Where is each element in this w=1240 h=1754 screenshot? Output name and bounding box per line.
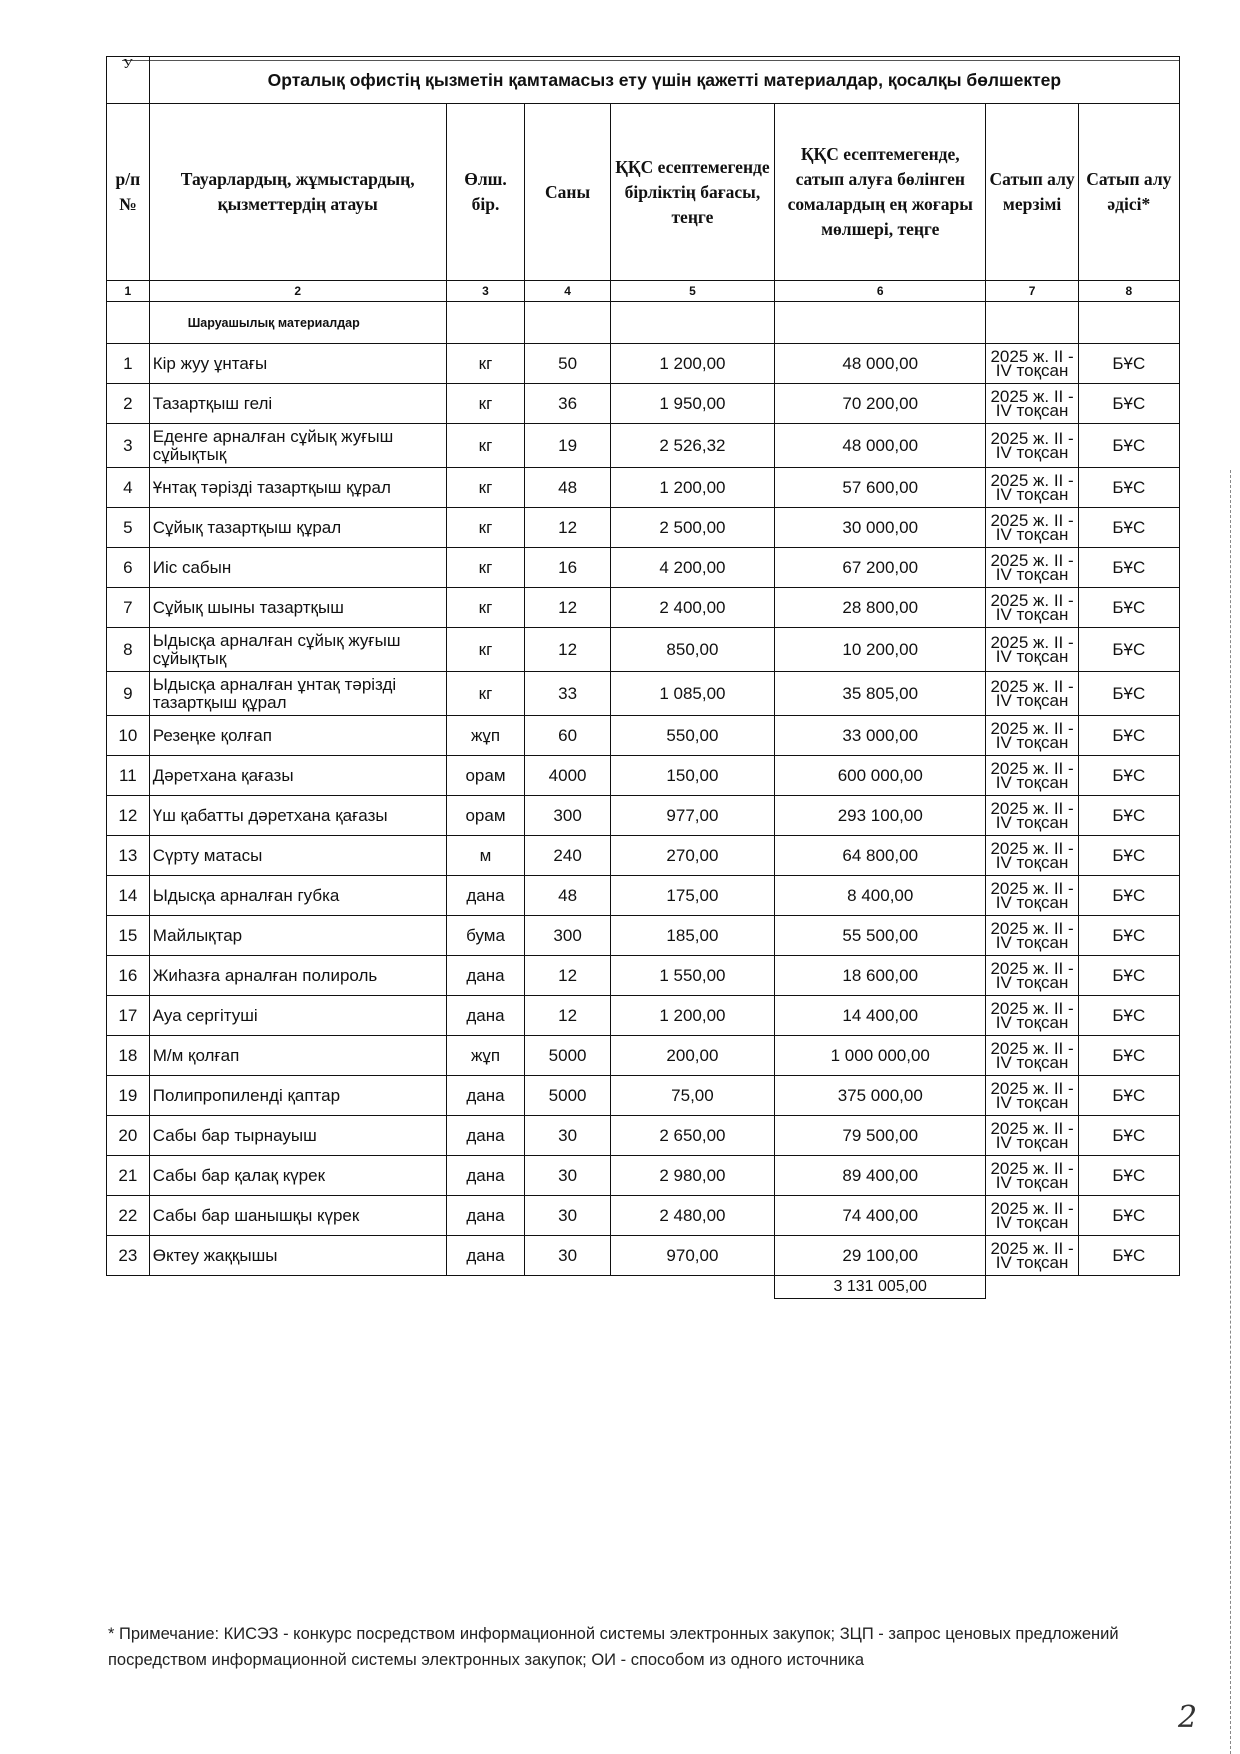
table-body bbox=[107, 302, 1180, 1276]
item-term: 2025 ж. II - IV тоқсан bbox=[986, 424, 1078, 468]
item-unit: жұп bbox=[446, 716, 525, 756]
item-unit: дана bbox=[446, 1156, 525, 1196]
header-unit-price: ҚҚС есептемегенде бірліктің бағасы, теңге bbox=[610, 104, 774, 281]
item-unit-price: 550,00 bbox=[610, 716, 774, 756]
item-unit-price: 2 480,00 bbox=[610, 1196, 774, 1236]
row-number: 11 bbox=[107, 756, 150, 796]
item-quantity: 19 bbox=[525, 424, 610, 468]
table-row bbox=[107, 344, 1180, 384]
table-row bbox=[107, 1196, 1180, 1236]
item-unit-price: 1 950,00 bbox=[610, 384, 774, 424]
header-unit: Өлш. бір. bbox=[446, 104, 525, 281]
item-quantity: 33 bbox=[525, 672, 610, 716]
row-number: 12 bbox=[107, 796, 150, 836]
item-max-sum: 18 600,00 bbox=[775, 956, 986, 996]
item-quantity: 48 bbox=[525, 876, 610, 916]
item-method: БҰС bbox=[1078, 876, 1179, 916]
item-method: БҰС bbox=[1078, 796, 1179, 836]
item-max-sum: 375 000,00 bbox=[775, 1076, 986, 1116]
table-row bbox=[107, 1116, 1180, 1156]
item-method: БҰС bbox=[1078, 508, 1179, 548]
item-max-sum: 35 805,00 bbox=[775, 672, 986, 716]
item-method: БҰС bbox=[1078, 628, 1179, 672]
item-term: 2025 ж. II - IV тоқсан bbox=[986, 876, 1078, 916]
item-name: Сұйық шыны тазартқыш bbox=[149, 588, 446, 628]
item-unit-price: 1 200,00 bbox=[610, 996, 774, 1036]
item-unit-price: 2 650,00 bbox=[610, 1116, 774, 1156]
item-quantity: 60 bbox=[525, 716, 610, 756]
column-number: 3 bbox=[446, 281, 525, 302]
item-method: БҰС bbox=[1078, 1236, 1179, 1276]
item-unit-price: 175,00 bbox=[610, 876, 774, 916]
item-quantity: 12 bbox=[525, 956, 610, 996]
corner-mark: У bbox=[107, 57, 150, 104]
item-quantity: 30 bbox=[525, 1116, 610, 1156]
table-row bbox=[107, 548, 1180, 588]
item-term: 2025 ж. II - IV тоқсан bbox=[986, 756, 1078, 796]
item-name: М/м қолғап bbox=[149, 1036, 446, 1076]
item-unit-price: 1 200,00 bbox=[610, 344, 774, 384]
item-unit-price: 1 200,00 bbox=[610, 468, 774, 508]
item-term: 2025 ж. II - IV тоқсан bbox=[986, 916, 1078, 956]
item-term: 2025 ж. II - IV тоқсан bbox=[986, 1236, 1078, 1276]
item-method: БҰС bbox=[1078, 344, 1179, 384]
table-row bbox=[107, 508, 1180, 548]
table-row bbox=[107, 424, 1180, 468]
item-unit: дана bbox=[446, 956, 525, 996]
item-unit-price: 2 400,00 bbox=[610, 588, 774, 628]
item-unit: дана bbox=[446, 996, 525, 1036]
row-number: 6 bbox=[107, 548, 150, 588]
item-method: БҰС bbox=[1078, 424, 1179, 468]
table-row bbox=[107, 1036, 1180, 1076]
item-quantity: 48 bbox=[525, 468, 610, 508]
item-method: БҰС bbox=[1078, 996, 1179, 1036]
header-method: Сатып алу әдісі* bbox=[1078, 104, 1179, 281]
table-row bbox=[107, 384, 1180, 424]
item-term: 2025 ж. II - IV тоқсан bbox=[986, 672, 1078, 716]
row-number: 15 bbox=[107, 916, 150, 956]
item-term: 2025 ж. II - IV тоқсан bbox=[986, 588, 1078, 628]
row-number: 13 bbox=[107, 836, 150, 876]
item-quantity: 16 bbox=[525, 548, 610, 588]
item-max-sum: 70 200,00 bbox=[775, 384, 986, 424]
item-unit-price: 270,00 bbox=[610, 836, 774, 876]
table-row bbox=[107, 716, 1180, 756]
item-method: БҰС bbox=[1078, 836, 1179, 876]
item-unit: кг bbox=[446, 424, 525, 468]
item-method: БҰС bbox=[1078, 916, 1179, 956]
item-term: 2025 ж. II - IV тоқсан bbox=[986, 1156, 1078, 1196]
item-quantity: 4000 bbox=[525, 756, 610, 796]
item-term: 2025 ж. II - IV тоқсан bbox=[986, 1116, 1078, 1156]
item-name: Еденге арналған сұйық жуғыш сұйықтық bbox=[149, 424, 446, 468]
row-number: 17 bbox=[107, 996, 150, 1036]
item-method: БҰС bbox=[1078, 672, 1179, 716]
item-max-sum: 48 000,00 bbox=[775, 424, 986, 468]
page-number: 2 bbox=[1178, 1700, 1198, 1735]
item-term: 2025 ж. II - IV тоқсан bbox=[986, 384, 1078, 424]
item-quantity: 300 bbox=[525, 796, 610, 836]
item-name: Майлықтар bbox=[149, 916, 446, 956]
item-name: Иіс сабын bbox=[149, 548, 446, 588]
item-term: 2025 ж. II - IV тоқсан bbox=[986, 508, 1078, 548]
item-unit: бума bbox=[446, 916, 525, 956]
item-term: 2025 ж. II - IV тоқсан bbox=[986, 1196, 1078, 1236]
item-unit: жұп bbox=[446, 1036, 525, 1076]
header-name: Тауарлардың, жұмыстардың, қызметтердің атауы bbox=[149, 104, 446, 281]
item-quantity: 300 bbox=[525, 916, 610, 956]
item-method: БҰС bbox=[1078, 1036, 1179, 1076]
item-unit-price: 2 500,00 bbox=[610, 508, 774, 548]
item-max-sum: 28 800,00 bbox=[775, 588, 986, 628]
item-name: Ауа сергітуші bbox=[149, 996, 446, 1036]
item-max-sum: 10 200,00 bbox=[775, 628, 986, 672]
item-name: Жиһазға арналған полироль bbox=[149, 956, 446, 996]
item-unit-price: 970,00 bbox=[610, 1236, 774, 1276]
item-unit: дана bbox=[446, 1076, 525, 1116]
item-term: 2025 ж. II - IV тоқсан bbox=[986, 796, 1078, 836]
item-unit: дана bbox=[446, 1196, 525, 1236]
table-row bbox=[107, 628, 1180, 672]
table-row bbox=[107, 468, 1180, 508]
row-number: 4 bbox=[107, 468, 150, 508]
item-name: Ыдысқа арналған ұнтақ тәрізді тазартқыш құрал bbox=[149, 672, 446, 716]
item-max-sum: 57 600,00 bbox=[775, 468, 986, 508]
item-unit-price: 2 526,32 bbox=[610, 424, 774, 468]
item-unit-price: 185,00 bbox=[610, 916, 774, 956]
item-method: БҰС bbox=[1078, 716, 1179, 756]
item-term: 2025 ж. II - IV тоқсан bbox=[986, 836, 1078, 876]
item-method: БҰС bbox=[1078, 468, 1179, 508]
item-name: Ыдысқа арналған губка bbox=[149, 876, 446, 916]
item-name: Өктеу жаққышы bbox=[149, 1236, 446, 1276]
item-max-sum: 67 200,00 bbox=[775, 548, 986, 588]
footnote: * Примечание: КИСЭЗ - конкурс посредством информационной системы электронных закупок; ЗЦП - запрос ценовых предложений посредством информационной системы электронных закупок; ОИ - способом из одного источника bbox=[108, 1625, 1119, 1669]
item-max-sum: 48 000,00 bbox=[775, 344, 986, 384]
table-row bbox=[107, 796, 1180, 836]
item-unit: орам bbox=[446, 756, 525, 796]
item-method: БҰС bbox=[1078, 1156, 1179, 1196]
item-name: Ұнтақ тәрізді тазартқыш құрал bbox=[149, 468, 446, 508]
scan-edge bbox=[1230, 470, 1231, 1754]
item-quantity: 36 bbox=[525, 384, 610, 424]
item-name: Полипропиленді қаптар bbox=[149, 1076, 446, 1116]
table-row bbox=[107, 588, 1180, 628]
column-number: 2 bbox=[149, 281, 446, 302]
item-max-sum: 33 000,00 bbox=[775, 716, 986, 756]
item-term: 2025 ж. II - IV тоқсан bbox=[986, 716, 1078, 756]
item-unit-price: 150,00 bbox=[610, 756, 774, 796]
item-quantity: 12 bbox=[525, 628, 610, 672]
column-number: 8 bbox=[1078, 281, 1179, 302]
item-unit: м bbox=[446, 836, 525, 876]
item-unit: дана bbox=[446, 876, 525, 916]
item-unit: орам bbox=[446, 796, 525, 836]
item-max-sum: 30 000,00 bbox=[775, 508, 986, 548]
item-term: 2025 ж. II - IV тоқсан bbox=[986, 548, 1078, 588]
total-sum: 3 131 005,00 bbox=[775, 1276, 986, 1299]
item-quantity: 50 bbox=[525, 344, 610, 384]
row-number: 9 bbox=[107, 672, 150, 716]
item-quantity: 30 bbox=[525, 1236, 610, 1276]
item-max-sum: 64 800,00 bbox=[775, 836, 986, 876]
table-row bbox=[107, 672, 1180, 716]
item-term: 2025 ж. II - IV тоқсан bbox=[986, 1036, 1078, 1076]
item-method: БҰС bbox=[1078, 588, 1179, 628]
item-max-sum: 1 000 000,00 bbox=[775, 1036, 986, 1076]
row-number: 8 bbox=[107, 628, 150, 672]
item-unit: кг bbox=[446, 588, 525, 628]
procurement-table bbox=[106, 56, 1180, 1299]
item-quantity: 240 bbox=[525, 836, 610, 876]
table-row bbox=[107, 1076, 1180, 1116]
table-title: Орталық офистің қызметін қамтамасыз ету үшін қажетті материалдар, қосалқы бөлшектер bbox=[149, 57, 1179, 104]
row-number: 14 bbox=[107, 876, 150, 916]
item-unit: кг bbox=[446, 468, 525, 508]
table-row bbox=[107, 1156, 1180, 1196]
item-max-sum: 55 500,00 bbox=[775, 916, 986, 956]
item-method: БҰС bbox=[1078, 1116, 1179, 1156]
column-number: 4 bbox=[525, 281, 610, 302]
item-unit-price: 4 200,00 bbox=[610, 548, 774, 588]
item-quantity: 5000 bbox=[525, 1036, 610, 1076]
item-name: Сүрту матасы bbox=[149, 836, 446, 876]
row-number: 5 bbox=[107, 508, 150, 548]
item-method: БҰС bbox=[1078, 1196, 1179, 1236]
item-name: Дәретхана қағазы bbox=[149, 756, 446, 796]
item-max-sum: 8 400,00 bbox=[775, 876, 986, 916]
table-row bbox=[107, 876, 1180, 916]
row-number: 18 bbox=[107, 1036, 150, 1076]
table-row bbox=[107, 1236, 1180, 1276]
row-number: 16 bbox=[107, 956, 150, 996]
item-method: БҰС bbox=[1078, 956, 1179, 996]
item-term: 2025 ж. II - IV тоқсан bbox=[986, 1076, 1078, 1116]
item-unit: кг bbox=[446, 628, 525, 672]
header-number: р/п № bbox=[107, 104, 150, 281]
item-unit-price: 75,00 bbox=[610, 1076, 774, 1116]
item-unit: дана bbox=[446, 1236, 525, 1276]
item-max-sum: 29 100,00 bbox=[775, 1236, 986, 1276]
item-max-sum: 79 500,00 bbox=[775, 1116, 986, 1156]
item-name: Сұйық тазартқыш құрал bbox=[149, 508, 446, 548]
item-unit-price: 1 085,00 bbox=[610, 672, 774, 716]
column-number: 7 bbox=[986, 281, 1078, 302]
header-quantity: Саны bbox=[525, 104, 610, 281]
item-quantity: 12 bbox=[525, 996, 610, 1036]
item-quantity: 12 bbox=[525, 588, 610, 628]
item-name: Кір жуу ұнтағы bbox=[149, 344, 446, 384]
item-name: Резеңке қолғап bbox=[149, 716, 446, 756]
item-unit: дана bbox=[446, 1116, 525, 1156]
item-quantity: 30 bbox=[525, 1156, 610, 1196]
item-method: БҰС bbox=[1078, 1076, 1179, 1116]
column-number: 1 bbox=[107, 281, 150, 302]
item-unit: кг bbox=[446, 344, 525, 384]
total-row bbox=[107, 1276, 1180, 1299]
item-max-sum: 89 400,00 bbox=[775, 1156, 986, 1196]
item-unit-price: 200,00 bbox=[610, 1036, 774, 1076]
table-row bbox=[107, 956, 1180, 996]
item-name: Ыдысқа арналған сұйық жуғыш сұйықтық bbox=[149, 628, 446, 672]
item-name: Үш қабатты дәретхана қағазы bbox=[149, 796, 446, 836]
item-method: БҰС bbox=[1078, 756, 1179, 796]
section-row bbox=[107, 302, 1180, 344]
item-unit: кг bbox=[446, 672, 525, 716]
item-method: БҰС bbox=[1078, 548, 1179, 588]
item-term: 2025 ж. II - IV тоқсан bbox=[986, 344, 1078, 384]
item-max-sum: 293 100,00 bbox=[775, 796, 986, 836]
header-max-sum: ҚҚС есептемегенде, сатып алуға бөлінген сомалардың ең жоғары мөлшері, теңге bbox=[775, 104, 986, 281]
item-quantity: 12 bbox=[525, 508, 610, 548]
item-term: 2025 ж. II - IV тоқсан bbox=[986, 996, 1078, 1036]
item-unit-price: 977,00 bbox=[610, 796, 774, 836]
table-row bbox=[107, 756, 1180, 796]
item-unit-price: 2 980,00 bbox=[610, 1156, 774, 1196]
item-unit-price: 1 550,00 bbox=[610, 956, 774, 996]
item-method: БҰС bbox=[1078, 384, 1179, 424]
item-quantity: 30 bbox=[525, 1196, 610, 1236]
item-quantity: 5000 bbox=[525, 1076, 610, 1116]
row-number: 19 bbox=[107, 1076, 150, 1116]
row-number: 22 bbox=[107, 1196, 150, 1236]
row-number: 21 bbox=[107, 1156, 150, 1196]
item-max-sum: 74 400,00 bbox=[775, 1196, 986, 1236]
table-row bbox=[107, 916, 1180, 956]
item-unit-price: 850,00 bbox=[610, 628, 774, 672]
item-term: 2025 ж. II - IV тоқсан bbox=[986, 628, 1078, 672]
column-number: 6 bbox=[775, 281, 986, 302]
item-max-sum: 14 400,00 bbox=[775, 996, 986, 1036]
row-number: 23 bbox=[107, 1236, 150, 1276]
row-number: 7 bbox=[107, 588, 150, 628]
item-name: Тазартқыш гелі bbox=[149, 384, 446, 424]
row-number: 1 bbox=[107, 344, 150, 384]
item-term: 2025 ж. II - IV тоқсан bbox=[986, 956, 1078, 996]
table-row bbox=[107, 996, 1180, 1036]
row-number: 3 bbox=[107, 424, 150, 468]
item-max-sum: 600 000,00 bbox=[775, 756, 986, 796]
item-term: 2025 ж. II - IV тоқсан bbox=[986, 468, 1078, 508]
row-number: 10 bbox=[107, 716, 150, 756]
column-number: 5 bbox=[610, 281, 774, 302]
item-name: Сабы бар шанышқы күрек bbox=[149, 1196, 446, 1236]
item-name: Сабы бар тырнауыш bbox=[149, 1116, 446, 1156]
item-unit: кг bbox=[446, 508, 525, 548]
row-number: 2 bbox=[107, 384, 150, 424]
item-unit: кг bbox=[446, 384, 525, 424]
section-title: Шаруашылық материалдар bbox=[149, 302, 446, 344]
header-term: Сатып алу мерзімі bbox=[986, 104, 1078, 281]
item-name: Сабы бар қалақ күрек bbox=[149, 1156, 446, 1196]
row-number: 20 bbox=[107, 1116, 150, 1156]
item-unit: кг bbox=[446, 548, 525, 588]
table-row bbox=[107, 836, 1180, 876]
